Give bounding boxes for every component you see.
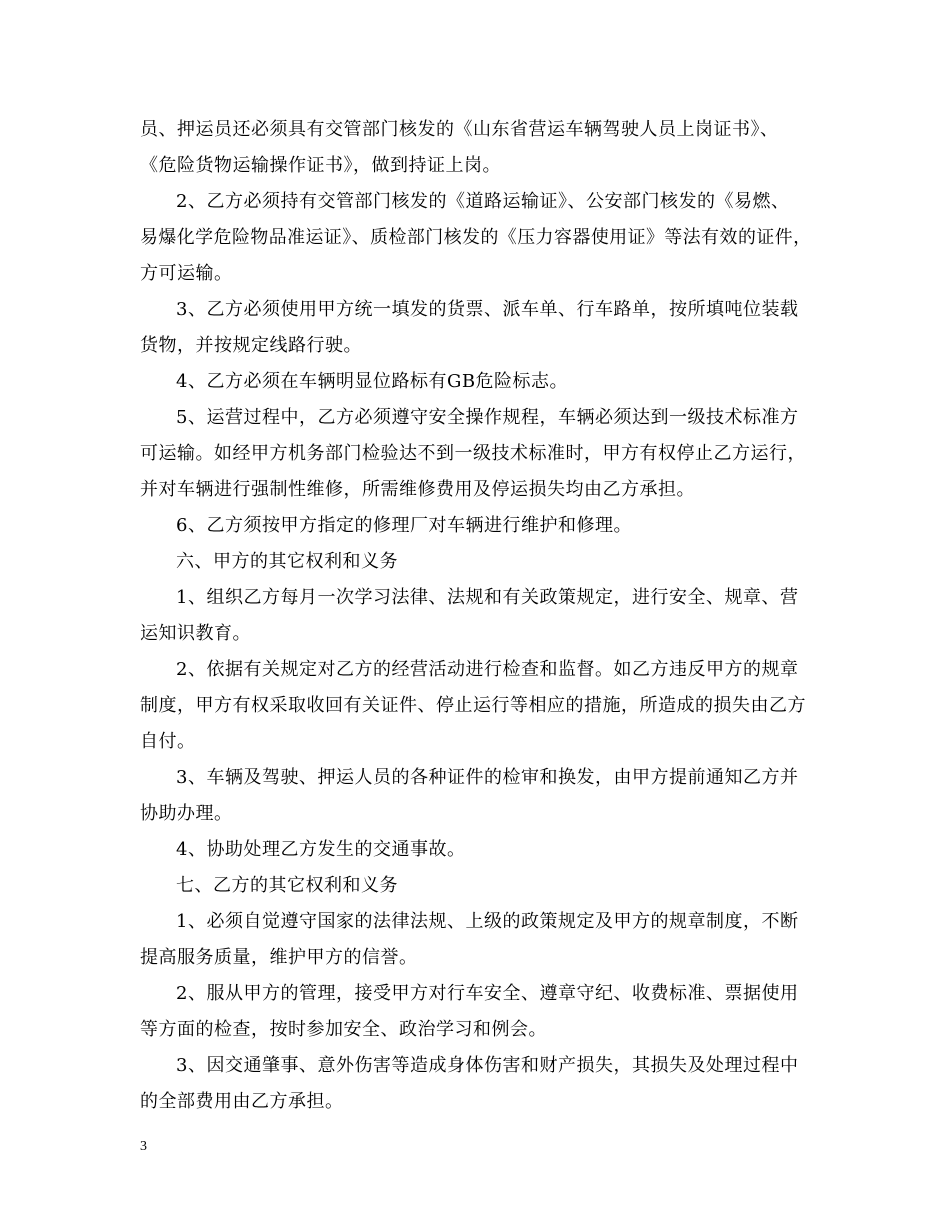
text-line: 2、乙方必须持有交管部门核发的《道路运输证》、公安部门核发的《易燃、 [176, 191, 790, 212]
text-line: 4、协助处理乙方发生的交通事故。 [176, 839, 466, 860]
text-line: 方可运输。 [140, 263, 233, 284]
text-line: 运知识教育。 [140, 623, 251, 644]
text-line: 3、因交通肇事、意外伤害等造成身体伤害和财产损失，其损失及处理过程中 [176, 1055, 799, 1076]
text-line: 员、押运员还必须具有交管部门核发的《山东省营运车辆驾驶人员上岗证书》、 [140, 119, 779, 140]
text-line: 2、依据有关规定对乙方的经营活动进行检查和监督。如乙方违反甲方的规章 [176, 659, 799, 680]
text-line: 提高服务质量，维护甲方的信誉。 [140, 947, 418, 968]
text-line: 1、组织乙方每月一次学习法律、法规和有关政策规定，进行安全、规章、营 [176, 587, 799, 608]
text-line: 等方面的检查，按时参加安全、政治学习和例会。 [140, 1019, 547, 1040]
text-line: 协助办理。 [140, 803, 233, 824]
text-line: 3、乙方必须使用甲方统一填发的货票、派车单、行车路单，按所填吨位装载 [176, 299, 799, 320]
text-line: 《危险货物运输操作证书》，做到持证上岗。 [140, 155, 501, 176]
text-line: 并对车辆进行强制性维修，所需维修费用及停运损失均由乙方承担。 [140, 479, 695, 500]
text-line: 的全部费用由乙方承担。 [140, 1091, 344, 1112]
text-line: 自付。 [140, 731, 196, 752]
text-line: 可运输。如经甲方机务部门检验达不到一级技术标准时，甲方有权停止乙方运行， [140, 443, 806, 464]
text-line: 6、乙方须按甲方指定的修理厂对车辆进行维护和修理。 [176, 515, 632, 536]
section-heading: 七、乙方的其它权利和义务 [176, 875, 398, 896]
section-heading: 六、甲方的其它权利和义务 [176, 551, 398, 572]
text-line: 1、必须自觉遵守国家的法律法规、上级的政策规定及甲方的规章制度，不断 [176, 911, 799, 932]
page-number: 3 [140, 1139, 147, 1154]
text-line: 货物，并按规定线路行驶。 [140, 335, 362, 356]
text-line: 2、服从甲方的管理，接受甲方对行车安全、遵章守纪、收费标准、票据使用 [176, 983, 799, 1004]
text-line: 5、运营过程中，乙方必须遵守安全操作规程，车辆必须达到一级技术标准方 [176, 407, 799, 428]
text-line: 3、车辆及驾驶、押运人员的各种证件的检审和换发，由甲方提前通知乙方并 [176, 767, 799, 788]
text-line: 4、乙方必须在车辆明显位路标有GB危险标志。 [176, 371, 569, 392]
text-line: 易爆化学危险物品准运证》、质检部门核发的《压力容器使用证》等法有效的证件， [140, 227, 812, 248]
text-line: 制度，甲方有权采取收回有关证件、停止运行等相应的措施，所造成的损失由乙方 [140, 695, 806, 716]
